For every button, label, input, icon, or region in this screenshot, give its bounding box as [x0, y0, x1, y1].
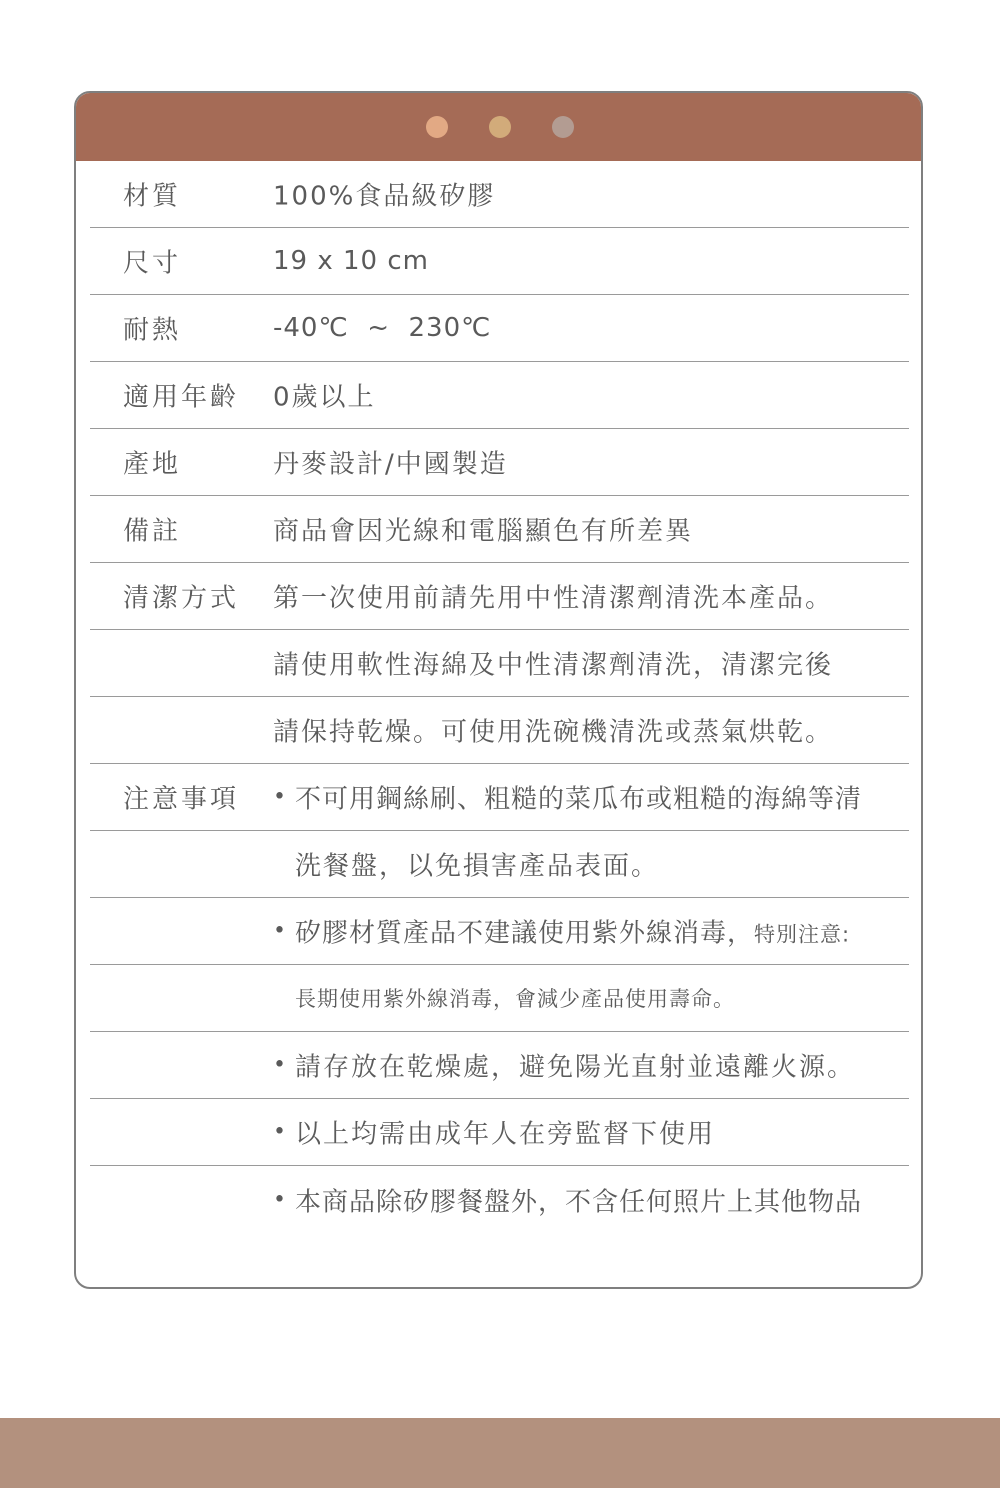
- card-header: [76, 93, 921, 161]
- spec-row-age: [90, 362, 909, 429]
- spec-value: 19 x 10 cm: [273, 246, 429, 276]
- spec-row-notes-2: [90, 831, 909, 898]
- header-dot-1: [426, 116, 448, 138]
- spec-value: 請使用軟性海綿及中性清潔劑清洗，清潔完後: [273, 650, 834, 681]
- spec-label: 清潔方式: [123, 583, 240, 614]
- spec-row-size: [90, 228, 909, 295]
- spec-label: 產地: [123, 449, 182, 480]
- spec-table: [90, 161, 909, 1233]
- spec-row-notes-4: [90, 965, 909, 1032]
- spec-label: 適用年齡: [123, 382, 240, 413]
- spec-row-remark: [90, 496, 909, 563]
- spec-value: [295, 913, 850, 950]
- header-dot-3: [552, 116, 574, 138]
- spec-label: 尺寸: [123, 248, 182, 279]
- spec-value: 商品會因光線和電腦顯色有所差異: [273, 516, 694, 547]
- spec-label: 注意事項: [123, 784, 240, 815]
- spec-row-notes-5: [90, 1032, 909, 1099]
- spec-value: -40℃ ~ 230℃: [273, 313, 492, 343]
- spec-row-notes-7: [90, 1166, 909, 1233]
- header-dot-2: [489, 116, 511, 138]
- note-main-text: 矽膠材質產品不建議使用紫外線消毒，: [295, 918, 755, 949]
- spec-value: 第一次使用前請先用中性清潔劑清洗本產品。: [273, 583, 834, 614]
- spec-value: 請保持乾燥。可使用洗碗機清洗或蒸氣烘乾。: [273, 717, 834, 748]
- spec-value: 不可用鋼絲刷、粗糙的菜瓜布或粗糙的海綿等清: [295, 784, 863, 815]
- spec-value: 請存放在乾燥處，避免陽光直射並遠離火源。: [295, 1052, 856, 1083]
- spec-row-notes-6: [90, 1099, 909, 1166]
- spec-value: 長期使用紫外線消毒，會減少產品使用壽命。: [295, 987, 735, 1011]
- spec-value: 丹麥設計/中國製造: [273, 449, 508, 480]
- bullet-icon: •: [273, 784, 286, 810]
- spec-label: 備註: [123, 516, 182, 547]
- footer-band: [0, 1418, 1000, 1488]
- note-tail-text: 特別注意:: [754, 922, 851, 947]
- spec-row-notes-3: [90, 898, 909, 965]
- spec-value: 本商品除矽膠餐盤外，不含任何照片上其他物品: [295, 1187, 863, 1217]
- bullet-icon: •: [273, 918, 286, 944]
- spec-row-cleaning-3: [90, 697, 909, 764]
- spec-row-material: [90, 161, 909, 228]
- spec-value: 0歲以上: [273, 382, 376, 413]
- spec-row-notes-1: [90, 764, 909, 831]
- spec-row-cleaning-1: [90, 563, 909, 630]
- spec-value: 洗餐盤，以免損害產品表面。: [295, 851, 660, 882]
- bullet-icon: •: [273, 1052, 286, 1078]
- spec-row-cleaning-2: [90, 630, 909, 697]
- spec-row-heat: [90, 295, 909, 362]
- spec-row-origin: [90, 429, 909, 496]
- spec-value: 100%食品級矽膠: [273, 181, 496, 212]
- bullet-icon: •: [273, 1119, 286, 1145]
- bullet-icon: •: [273, 1187, 286, 1212]
- spec-value: 以上均需由成年人在旁監督下使用: [295, 1119, 716, 1150]
- spec-card: [74, 91, 923, 1289]
- spec-label: 耐熱: [123, 315, 182, 346]
- spec-label: 材質: [123, 181, 182, 212]
